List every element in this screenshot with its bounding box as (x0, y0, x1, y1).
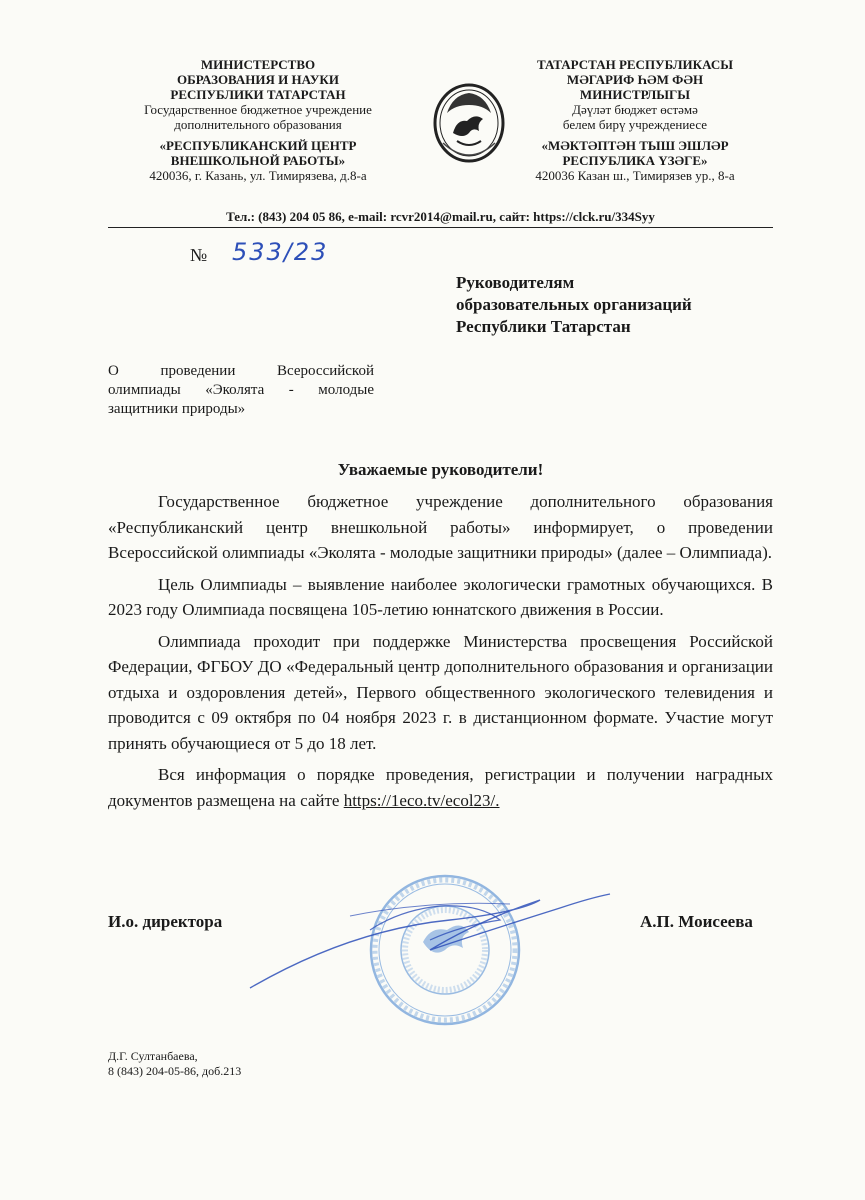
header-left-address: 420036, г. Казань, ул. Тимирязева, д.8-а (149, 168, 367, 183)
header-left-line2: ОБРАЗОВАНИЯ И НАУКИ (177, 72, 339, 87)
header-right-block (485, 57, 785, 183)
header-right-address: 420036 Казан ш., Тимирязев ур., 8-а (535, 168, 735, 183)
signatory-name: А.П. Моисеева (640, 912, 753, 931)
addressee-line2: образовательных организаций (456, 295, 692, 314)
olympiad-site-link[interactable]: https://1eco.tv/ecol23/. (343, 790, 500, 810)
header-left-line7: ВНЕШКОЛЬНОЙ РАБОТЫ» (170, 153, 346, 168)
header-right-line2: МӘГАРИФ ҺӘМ ФӘН (566, 72, 704, 87)
addressee-line3: Республики Татарстан (456, 317, 631, 336)
header-left-line5: дополнительного образования (174, 117, 342, 132)
header-left-line1: МИНИСТЕРСТВО (200, 57, 316, 72)
header-right-line7: РЕСПУБЛИКА ҮЗӘГЕ» (562, 153, 708, 168)
letter-body (108, 489, 773, 819)
registration-number: 533/23 (232, 238, 329, 266)
addressee-block (456, 272, 786, 338)
executor-name: Д.Г. Султанбаева, (108, 1049, 198, 1063)
addressee-line1: Руководителям (456, 273, 575, 292)
executor-block (108, 1049, 241, 1079)
header-divider (108, 227, 773, 228)
header-right-line5: белем бирү учреждениесе (562, 117, 708, 132)
header-left-line6: «РЕСПУБЛИКАНСКИЙ ЦЕНТР (159, 138, 357, 153)
letter-subject: О проведении Всероссийской олимпиады «Эколята - молодые защитники природы» (108, 363, 374, 417)
body-paragraph-1: Государственное бюджетное учреждение дополнительного образования «Республиканский центр внешкольной работы» информирует, о проведении Всероссийской олимпиады «Эколята - молодые защитники природы» (далее – Олимпиада). (108, 492, 773, 562)
header-left-line3: РЕСПУБЛИКИ ТАТАРСТАН (170, 87, 346, 102)
header-right-line3: МИНИСТРЛЫГЫ (579, 87, 691, 102)
body-paragraph-2: Цель Олимпиады – выявление наиболее экологически грамотных обучающихся. В 2023 году Олимпиада посвящена 105-летию юннатского движения в России. (108, 574, 773, 619)
contact-line: Тел.: (843) 204 05 86, e-mail: rcvr2014@mail.ru, сайт: https://clck.ru/334Syy (226, 209, 655, 224)
header-right-line1: ТАТАРСТАН РЕСПУБЛИКАСЫ (537, 57, 733, 72)
body-paragraph-4 (108, 762, 773, 813)
header-left-block (108, 57, 408, 183)
handwritten-signature-icon (230, 860, 630, 1010)
header-left-line4: Государственное бюджетное учреждение (144, 102, 372, 117)
registration-label: № (190, 245, 208, 265)
signatory-title: И.о. директора (108, 912, 223, 931)
body-paragraph-3: Олимпиада проходит при поддержке Министерства просвещения Российской Федерации, ФГБОУ ДО «Федеральный центр дополнительного образования и организации отдыха и оздоровления детей», Первого общественного экологического телевидения и проводится с 09 октября по 04 ноября 2023 г. в дистанционном формате. Участие могут принять обучающиеся от 5 до 18 лет. (108, 631, 773, 753)
executor-phone: 8 (843) 204-05-86, доб.213 (108, 1064, 242, 1078)
body-paragraph-4-text: Вся информация о порядке проведения, регистрации и получении наградных документов размещена на сайте (108, 765, 773, 810)
header-right-line6: «МӘКТӘПТӘН ТЫШ ЭШЛӘР (541, 138, 729, 153)
greeting: Уважаемые руководители! (337, 460, 544, 479)
header-right-line4: Дәүләт бюджет өстәмә (572, 102, 698, 117)
